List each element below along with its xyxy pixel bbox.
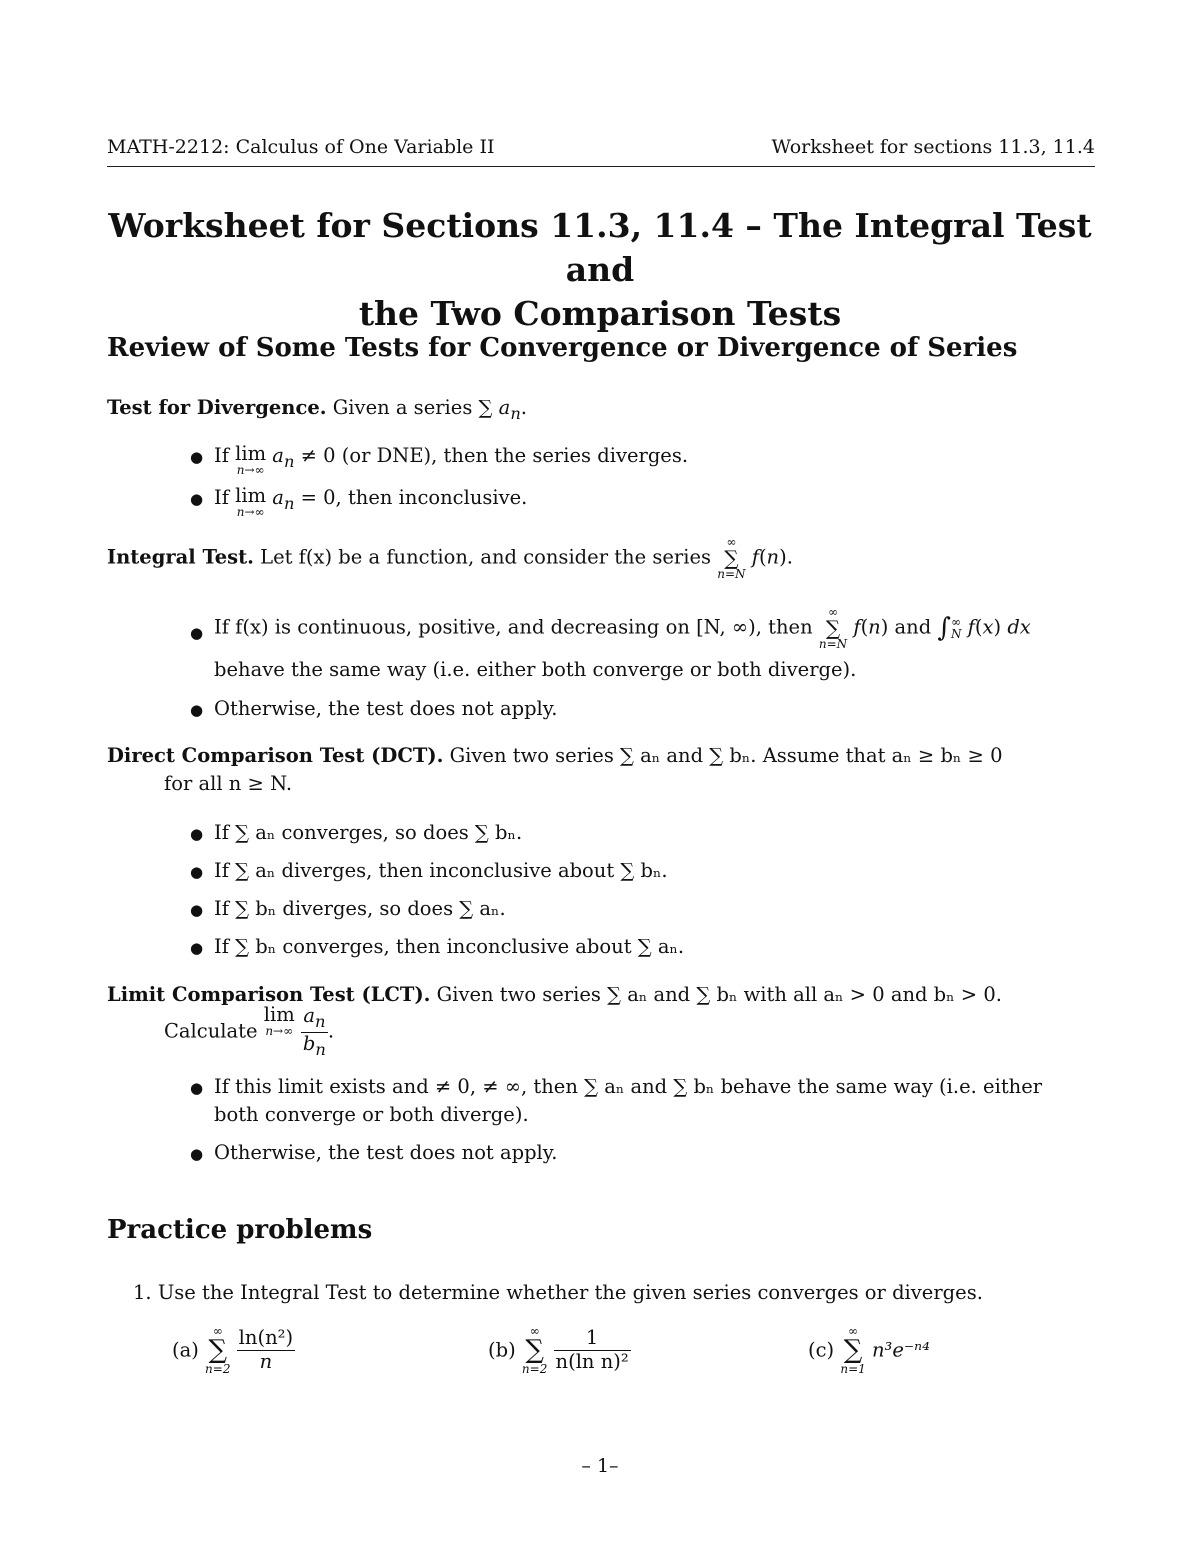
bullet-icon: ● — [190, 1145, 204, 1163]
problem-1b: (b) ∞ ∑ n=2 $\frac{1}{\text{n(ln n)²}}$ — [488, 1324, 629, 1376]
bullet-icon: ● — [190, 1079, 204, 1097]
divergence-test-name: Test for Divergence. — [107, 396, 327, 419]
bullet-icon: ● — [190, 863, 204, 881]
divergence-bullet-2: If lim n→∞ $a_n = 0$, then inconclusive. — [214, 484, 528, 520]
integral-test-name: Integral Test. — [107, 545, 254, 569]
bullet-icon: ● — [190, 490, 204, 508]
integral-bullet-2: Otherwise, the test does not apply. — [214, 697, 558, 720]
dct-bullet-1: If ∑ aₙ converges, so does ∑ bₙ. — [214, 821, 523, 844]
bullet-icon: ● — [190, 701, 204, 719]
worksheet-label: Worksheet for sections 11.3, 11.4 — [771, 136, 1095, 158]
dct-bullet-2: If ∑ aₙ diverges, then inconclusive about ∑ bₙ. — [214, 859, 668, 882]
title-line-2: the Two Comparison Tests — [358, 294, 842, 333]
title-line-1: Worksheet for Sections 11.3, 11.4 – The Integral Test and — [108, 206, 1092, 289]
integral-bullet-1-cont: behave the same way (i.e. either both converge or both diverge). — [214, 658, 857, 681]
divergence-test-intro-text: Given a series — [332, 396, 473, 419]
lct-intro: Limit Comparison Test (LCT). Given two series ∑ aₙ and ∑ bₙ with all aₙ > 0 and bₙ > 0. — [107, 983, 1002, 1006]
bullet-icon: ● — [190, 624, 204, 642]
page-number: – 1– — [581, 1455, 619, 1477]
page-title — [100, 204, 1100, 336]
dct-bullet-3: If ∑ bₙ diverges, so does ∑ aₙ. — [214, 897, 506, 920]
dct-name: Direct Comparison Test (DCT). — [107, 744, 444, 767]
dct-intro: Direct Comparison Test (DCT). Given two series ∑ aₙ and ∑ bₙ. Assume that aₙ ≥ bₙ ≥ 0 — [107, 744, 1003, 767]
bullet-icon: ● — [190, 448, 204, 466]
review-heading: Review of Some Tests for Convergence or Divergence of Series — [107, 333, 1018, 363]
bullet-icon: ● — [190, 901, 204, 919]
problem-1a: (a) ∞ ∑ n=2 $\frac{\text{ln(n²)}}{n}$ — [172, 1324, 294, 1376]
course-title: MATH-2212: Calculus of One Variable II — [107, 136, 495, 158]
problem-1 — [133, 1281, 983, 1304]
problem-1c: (c) ∞ ∑ n=1 n³e⁻ⁿ⁴ — [808, 1324, 930, 1376]
bullet-icon: ● — [190, 939, 204, 957]
problem-number: 1. — [133, 1281, 152, 1304]
divergence-bullet-1: If lim n→∞ $a_n \ne 0$ (or DNE), then the series diverges. — [214, 442, 689, 478]
problem-text: Use the Integral Test to determine whether the given series converges or diverges. — [157, 1281, 983, 1304]
dct-intro-cont: for all n ≥ N. — [164, 772, 293, 795]
practice-heading: Practice problems — [107, 1215, 373, 1245]
integral-test-intro: Integral Test. Let f(x) be a function, and consider the series ∞ ∑ n=N f(n). — [107, 535, 793, 581]
lct-calculate: Calculate lim n→∞ $\frac{a_n}{b_n}$ . — [164, 1003, 335, 1059]
page-header — [107, 136, 1095, 167]
integral-bullet-1: If f(x) is continuous, positive, and decreasing on [N, ∞), then ∞ ∑ n=N f(n) and ∫ ∞ N f(x) dx — [214, 605, 1031, 651]
lct-bullet-2: Otherwise, the test does not apply. — [214, 1141, 558, 1164]
bullet-icon: ● — [190, 825, 204, 843]
lct-bullet-1-cont: both converge or both diverge). — [214, 1103, 529, 1126]
divergence-test-intro: Test for Divergence. Given a series ∑ $a_n$. — [107, 396, 527, 423]
dct-bullet-4: If ∑ bₙ converges, then inconclusive about ∑ aₙ. — [214, 935, 685, 958]
lct-bullet-1: If this limit exists and ≠ 0, ≠ ∞, then ∑ aₙ and ∑ bₙ behave the same way (i.e. either — [214, 1075, 1043, 1098]
lct-name: Limit Comparison Test (LCT). — [107, 983, 431, 1006]
